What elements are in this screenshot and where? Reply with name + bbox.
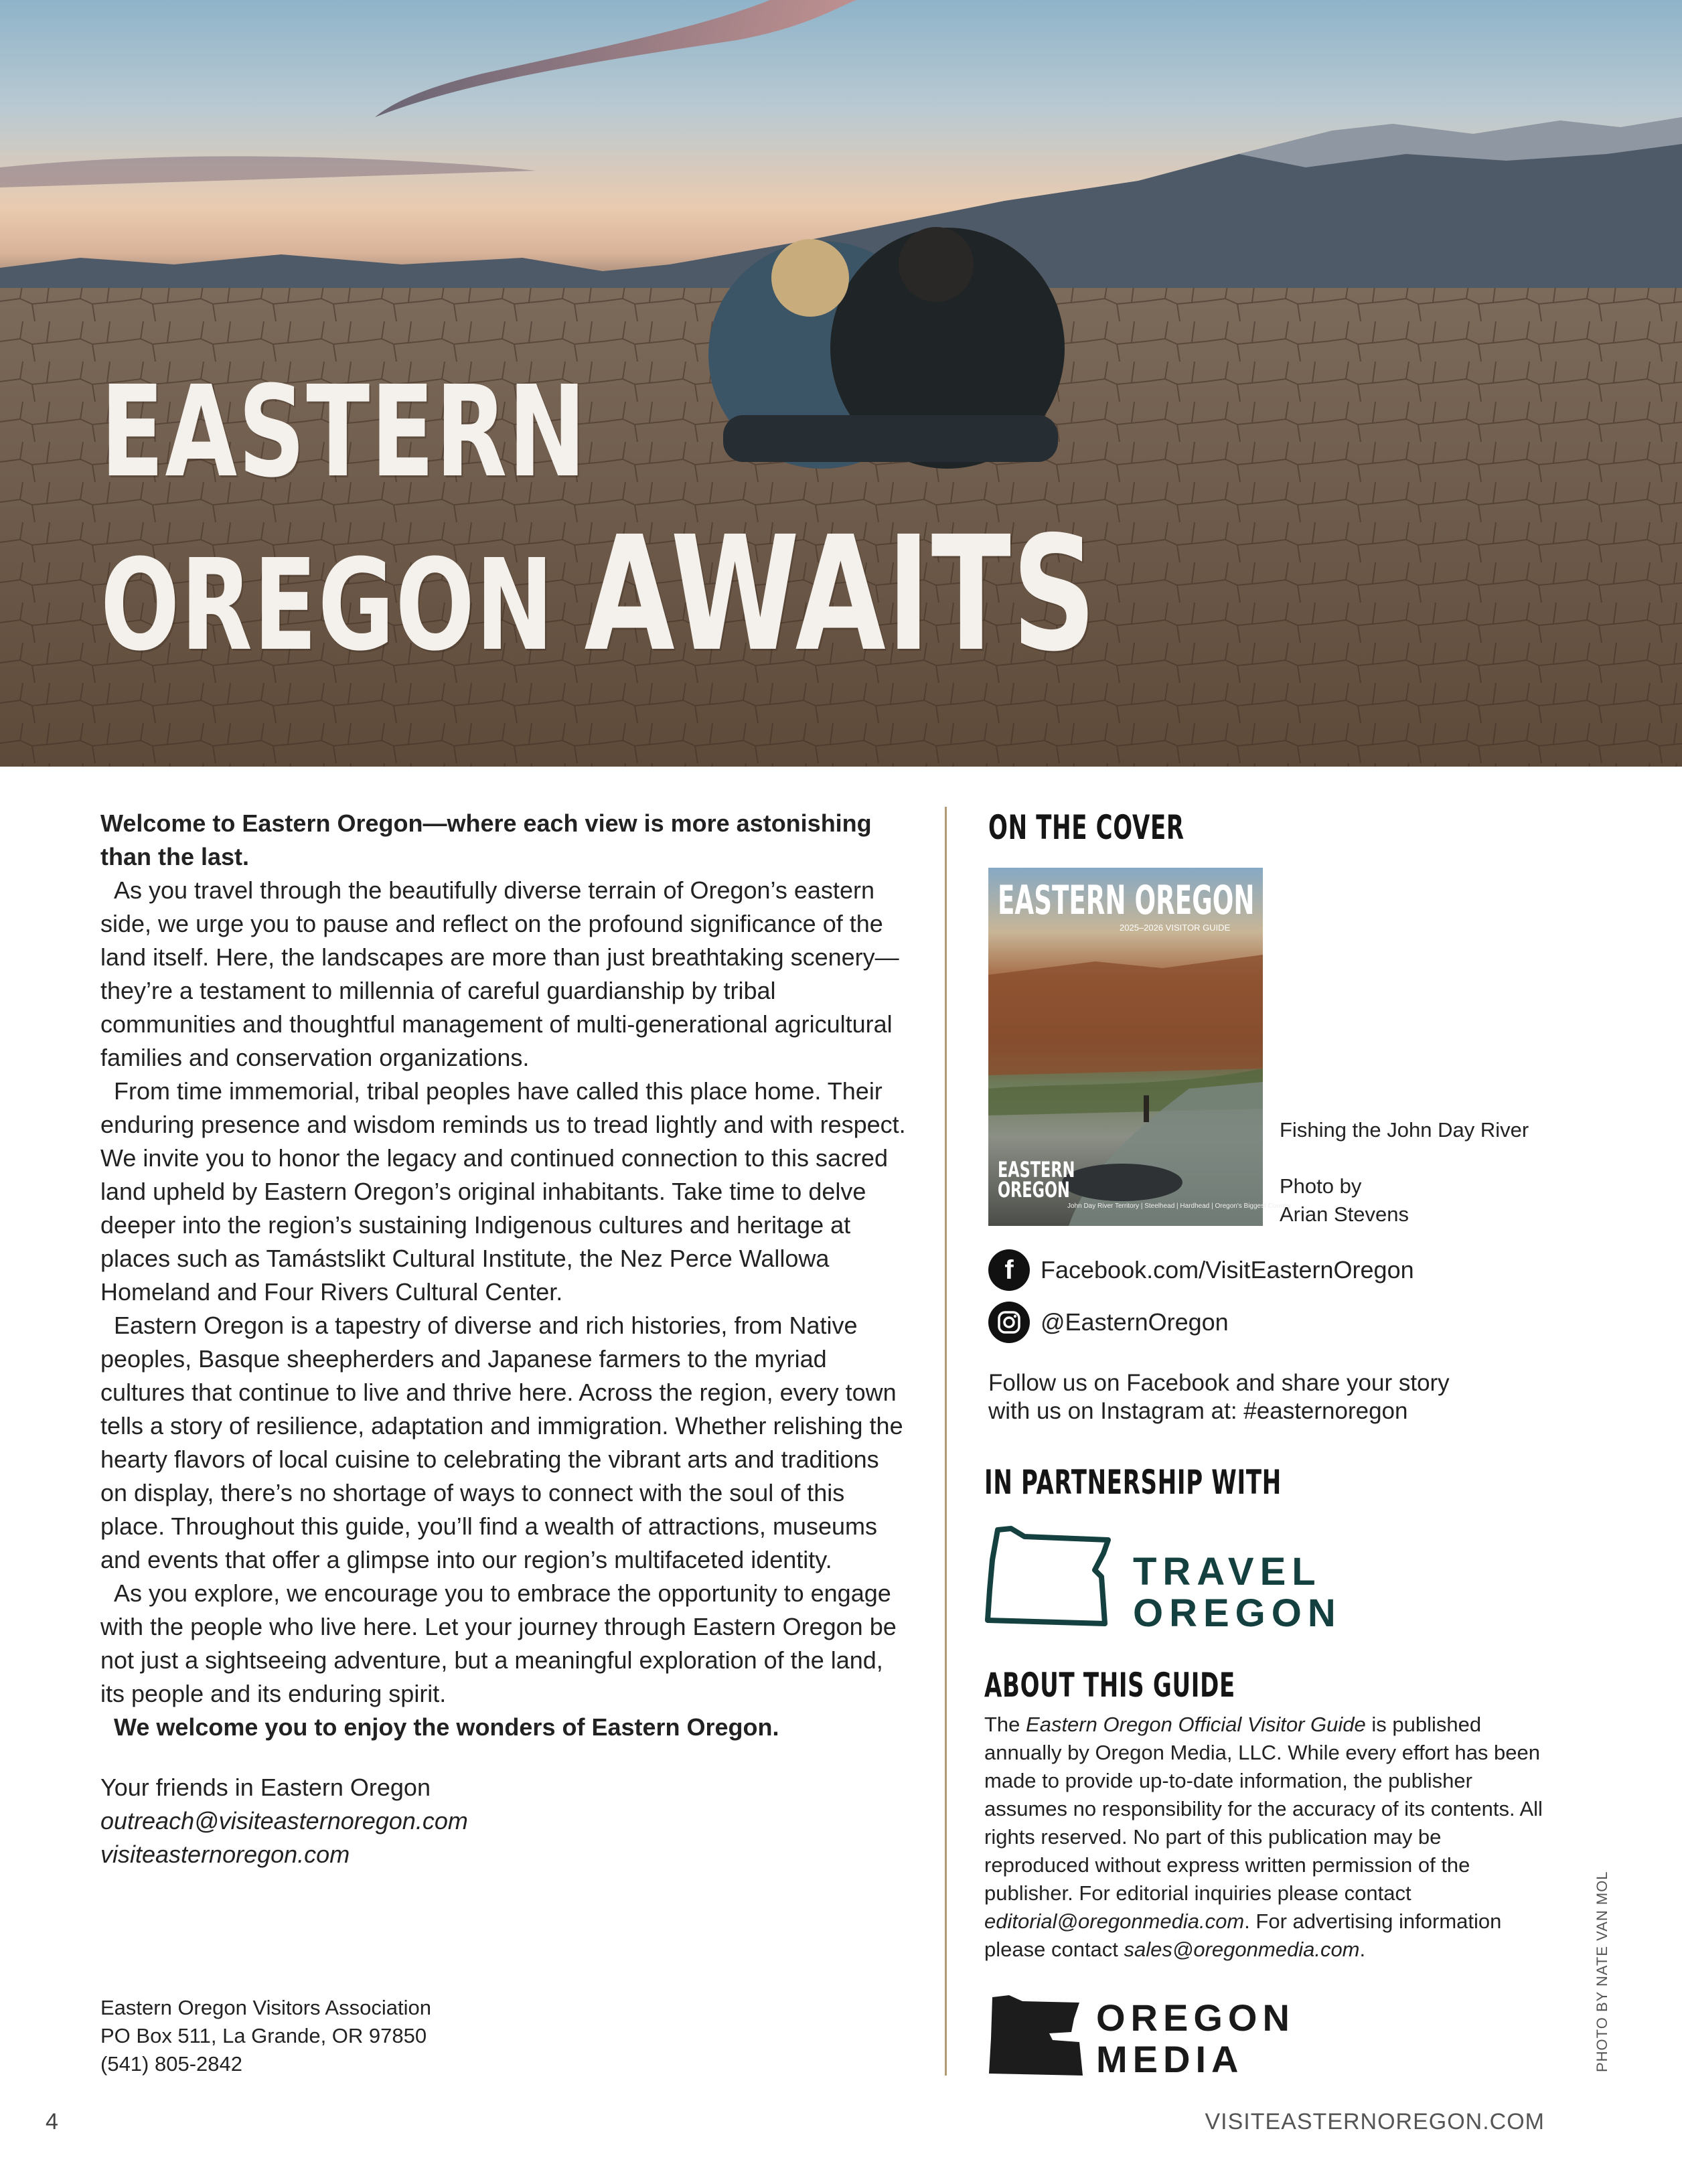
about-heading: ABOUT THIS GUIDE: [984, 1666, 1235, 1705]
facebook-url[interactable]: Facebook.com/VisitEasternOregon: [1041, 1256, 1414, 1283]
page-number: 4: [46, 2109, 58, 2134]
headline-oregon: OREGON: [100, 532, 555, 679]
about-body: is published annually by Oregon Media, LLC. While every effort has been made to provide up-to-date information, the publisher assumes no responsibility for the accuracy of its contents. All rights reserved. No part of this publication may be reproduced without express written permission of the publisher. For editorial inquiries please contact: [984, 1713, 1543, 1905]
on-the-cover-heading: ON THE COVER: [988, 808, 1184, 847]
instagram-handle[interactable]: @EasternOregon: [1041, 1308, 1229, 1336]
instagram-link[interactable]: [988, 1302, 1229, 1343]
cover-small-line1: EASTERN: [998, 1157, 1075, 1182]
travel-oregon-line2: OREGON: [1133, 1591, 1342, 1635]
travel-oregon-line1: TRAVEL: [1133, 1550, 1322, 1593]
cover-footer: John Day River Territory | Steelhead | Hardhead | Oregon's Biggest Country: [1067, 1202, 1292, 1210]
headline-awaits: AWAITS: [584, 502, 1097, 686]
about-mid: . For advertising information please contact: [984, 1909, 1502, 1961]
welcome-lede: Welcome to Eastern Oregon—where each view is more astonishing than the last.: [100, 809, 872, 870]
cover-thumbnail: [988, 868, 1292, 1226]
cover-small-line2: OREGON: [998, 1177, 1070, 1202]
oregon-media-line1: OREGON: [1096, 1997, 1295, 2039]
welcome-paragraph-4: As you explore, we encourage you to embrace the opportunity to engage with the people who live here. Let your journey through Eastern Oregon be not just a sightseeing adventure, but a meaningful exploration of the land, its people and its enduring spirit.: [100, 1579, 897, 1707]
welcome-paragraph-1: As you travel through the beautifully diverse terrain of Oregon’s eastern side, we urge you to pause and reflect on the profound significance of the land itself. Here, the landscapes are more than just breathtaking scenery—they’re a testament to millennia of careful guardianship by tribal communities and thoughtful management of multi-generational agricultural families and conservation organizations.: [100, 876, 899, 1071]
oregon-media-logo: [986, 1992, 1295, 2082]
column-divider: [945, 807, 947, 2076]
facebook-icon: f: [988, 1249, 1030, 1291]
partnership-heading: IN PARTNERSHIP WITH: [984, 1463, 1282, 1502]
website-link[interactable]: visiteasternoregon.com: [100, 1841, 350, 1868]
oregon-media-line2: MEDIA: [1096, 2038, 1244, 2080]
instagram-icon: [988, 1302, 1030, 1343]
about-prefix: The: [984, 1713, 1026, 1736]
footer-site-url[interactable]: VISITEASTERNOREGON.COM: [1205, 2109, 1545, 2134]
sales-email-link[interactable]: sales@oregonmedia.com: [1124, 1938, 1360, 1961]
hero-photo: [0, 0, 1682, 767]
guide-name: Eastern Oregon Official Visitor Guide: [1026, 1713, 1366, 1736]
oregon-state-outline-icon: [984, 1523, 1118, 1630]
cover-subtitle: 2025–2026 VISITOR GUIDE: [1120, 923, 1231, 933]
facebook-link[interactable]: [988, 1249, 1414, 1291]
about-end: .: [1359, 1938, 1366, 1961]
follow-text: Follow us on Facebook and share your story with us on Instagram at: #easternoregon: [988, 1370, 1450, 1424]
association-address: PO Box 511, La Grande, OR 97850: [100, 2024, 427, 2047]
cover-caption: [1280, 1116, 1529, 1229]
photographer-name: Arian Stevens: [1280, 1202, 1409, 1226]
welcome-paragraph-3: Eastern Oregon is a tapestry of diverse and rich histories, from Native peoples, Basque sheepherders and Japanese farmers to the myriad cultures that continue to live and thrive here. Across the region, every town tells a story of resilience, adaptation and immigration. Whether relishing the hearty flavors of local cuisine to celebrating the vibrant arts and traditions on display, there’s no shortage of ways to connect with the soul of this place. Throughout this guide, you’ll find a wealth of attractions, museums and events that offer a glimpse into our region’s multifaceted identity.: [100, 1312, 903, 1573]
welcome-letter: [100, 807, 911, 1871]
editorial-email-link[interactable]: editorial@oregonmedia.com: [984, 1909, 1245, 1933]
hero-headline: [100, 352, 1097, 687]
association-contact: [100, 1994, 431, 2078]
association-name: Eastern Oregon Visitors Association: [100, 1996, 431, 2019]
association-phone: (541) 805-2842: [100, 2052, 242, 2076]
headline-eastern: EASTERN: [100, 359, 587, 505]
welcome-paragraph-2: From time immemorial, tribal peoples have called this place home. Their enduring presence and wisdom reminds us to tread lightly and with respect. We invite you to honor the legacy and continued connection to this sacred land upheld by Eastern Oregon’s original inhabitants. Take time to delve deeper into the region’s sustaining Indigenous cultures and heritage at places such as Tamástslikt Cultural Institute, the Nez Perce Wallowa Homeland and Four Rivers Cultural Center.: [100, 1077, 906, 1306]
cover-caption-text: Fishing the John Day River: [1280, 1118, 1529, 1142]
outreach-email-link[interactable]: outreach@visiteasternoregon.com: [100, 1807, 468, 1835]
cover-title: EASTERN OREGON: [998, 877, 1255, 924]
photo-by-label: Photo by: [1280, 1174, 1362, 1198]
cover-small-logo: [998, 1157, 1075, 1202]
about-text: [984, 1711, 1547, 1964]
welcome-closing: We welcome you to enjoy the wonders of Eastern Oregon.: [114, 1713, 779, 1741]
oregon-media-mark-icon: [986, 1992, 1086, 2079]
travel-oregon-logo: [984, 1523, 1342, 1635]
signoff: Your friends in Eastern Oregon: [100, 1774, 431, 1801]
photo-credit: PHOTO BY NATE VAN MOL: [1594, 1871, 1610, 2072]
